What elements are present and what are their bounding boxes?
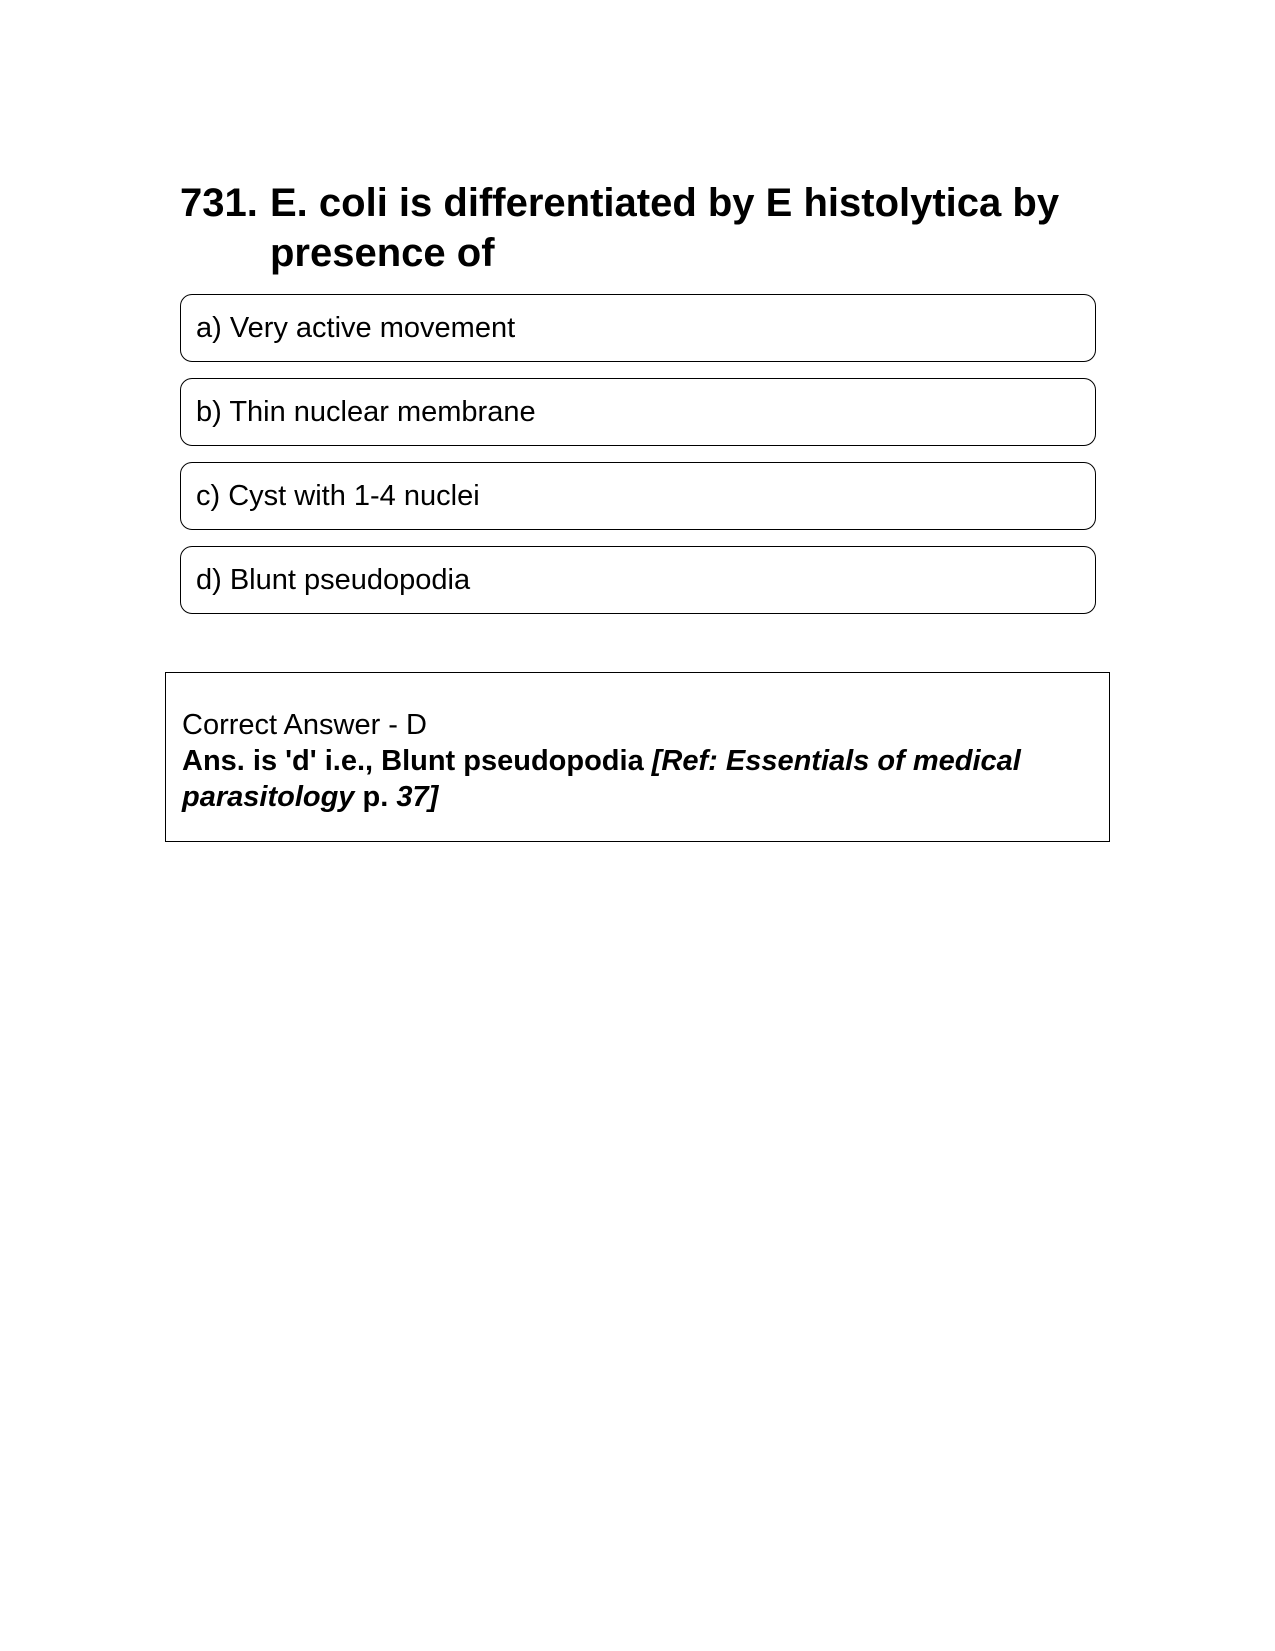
option-d-label: d) Blunt pseudopodia [196,563,471,596]
correct-answer: Correct Answer - D [182,709,427,741]
option-c-label: c) Cyst with 1-4 nuclei [196,479,480,512]
explanation-main: Ans. is 'd' i.e., Blunt pseudopodia [182,745,652,777]
question-text: E. coli is differentiated by E histolytica by presence of [270,181,1060,275]
option-b[interactable] [180,378,1096,446]
reference-page-label: p. [354,781,397,813]
option-a-label: a) Very active movement [196,311,516,344]
reference-page-number: 37] [396,781,439,813]
question-heading [180,178,1060,278]
options-list [180,294,1096,630]
answer-explanation [182,743,1094,815]
answer-box [165,672,1110,842]
option-c[interactable] [180,462,1096,530]
option-b-label: b) Thin nuclear membrane [196,395,536,428]
option-a[interactable] [180,294,1096,362]
question-number: 731. [180,181,258,225]
reference-source: [Ref: Essentials of medical parasitology [182,745,1021,813]
option-d[interactable] [180,546,1096,614]
